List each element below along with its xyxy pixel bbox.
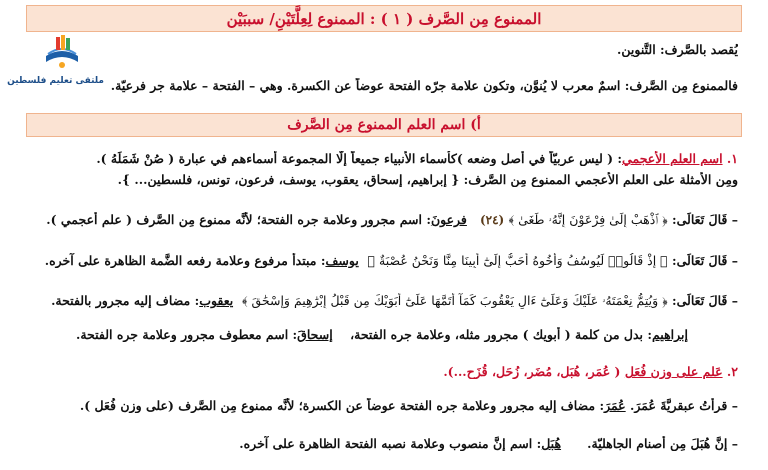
- item1-definition: ١. اسم العلم الأعجمي: ( ليس عربيّاً في أصل وضعه )كأسماء الأنبياء جميعاً إلّا المجموعة أسماءهم في عبارة ( صُنْ شَمَلَهُ ).: [96, 151, 738, 166]
- example-yaqub: – قَالَ تَعَالَى: ﴿ وَيُتِمُّ نِعْمَتَهُۥ عَلَيْكَ وَعَلَىٰٓ ءَالِ يَعْقُوبَ كَمَآ أَتَمَّهَا عَلَىٰٓ أَبَوَيْكَ مِن قَبْلُ إِبْرَٰهِيمَ وَإِسْحَٰقَ ﴾ يعقوب: مضاف إليه مجرور بالفتحة.: [51, 293, 738, 308]
- lesson-title: الممنوع مِن الصَّرف ( ١ ) : الممنوع لِعِلَّتَيْنِ/ سببَيْن: [226, 9, 542, 28]
- quran-verse: ﴿ إِذْ قَالُوا۟ لَيُوسُفُ وَأَخُوهُ أَحَبُّ إِلَىٰٓ أَبِينَا مِنَّا وَنَحْنُ عُصْبَةٌ ﴾: [367, 253, 668, 268]
- analyzed-word: يوسف: [325, 253, 359, 268]
- analyzed-word: عُمَرَ: [604, 398, 626, 413]
- example-umar: – قرأتُ عبقريَّةَ عُمَرَ. عُمَرَ: مضاف إليه مجرور وعلامة جره الفتحة عوضاً عن الكسرة؛ لأنَّه ممنوع مِن الصَّرف (على وزن فُعَل ).: [79, 398, 738, 413]
- section-a-banner: [26, 113, 742, 137]
- ayah-number: (٢٤): [479, 213, 505, 227]
- quran-verse: ﴿ ٱذْهَبْ إِلَىٰ فِرْعَوْنَ إِنَّهُۥ طَغَىٰ ﴾: [508, 212, 668, 227]
- quran-verse: ﴿ وَيُتِمُّ نِعْمَتَهُۥ عَلَيْكَ وَعَلَىٰٓ ءَالِ يَعْقُوبَ كَمَآ أَتَمَّهَا عَلَىٰٓ أَبَوَيْكَ مِن قَبْلُ إِبْرَٰهِيمَ وَإِسْحَٰقَ ﴾: [241, 293, 668, 308]
- analyzed-word: إبراهيم: [651, 327, 688, 342]
- item2-label: عَلم على وزن فُعَل: [624, 364, 723, 379]
- section-a-title: أ) اسم العلم الممنوع مِن الصَّرف: [287, 117, 481, 133]
- lesson-title-banner: [26, 5, 742, 32]
- analyzed-word: يعقوب: [199, 293, 234, 308]
- item1-examples-list: ومِن الأمثلة على العلم الأعجمي الممنوع مِن الصَّرف: { إبراهيم، إسحاق، يعقوب، يوسف، فرعون، تونس، فلسطين... }.: [117, 172, 738, 187]
- item1-label: اسم العلم الأعجمي: [622, 151, 723, 166]
- intro-explanation: فالممنوع مِن الصَّرف: اسمٌ معرب لا يُنوَّن، وتكون علامة جرّه الفتحة عوضاً عن الكسرة. وهي – الفتحة – علامة جر فرعيّة.: [110, 78, 738, 93]
- item2-definition: ٢. عَلم على وزن فُعَل ( عُمَر، هُبَل، مُضَر، زُحَل، قُزَح...).: [443, 364, 738, 379]
- example-yusuf: – قَالَ تَعَالَى: ﴿ إِذْ قَالُوا۟ لَيُوسُفُ وَأَخُوهُ أَحَبُّ إِلَىٰٓ أَبِينَا مِنَّا وَنَحْنُ عُصْبَةٌ ﴾ يوسف: مبتدأ مرفوع وعلامة رفعه الضَّمة الظاهرة على آخره.: [44, 253, 738, 268]
- example-hubal: – إنَّ هُبَلَ مِن أصنام الجاهليّة. هُبَل: اسم إنَّ منصوب وعلامة نصبه الفتحة الظاهرة على آخره.: [239, 436, 738, 451]
- intro-definition: يُقصد بالصَّرف: التَّنوين.: [617, 42, 738, 57]
- analyzed-word: إسحاقَ: [297, 327, 333, 342]
- analyzed-word: هُبَل: [541, 436, 562, 451]
- example-ibrahim-ishaq: إبراهيم: بدل من كلمة ( أبويك ) مجرور مثله، وعلامة جره الفتحة، إسحاقَ: اسم معطوف مجرور وعلامة جره الفتحة.: [76, 327, 688, 342]
- example-firaun: – قَالَ تَعَالَى: ﴿ ٱذْهَبْ إِلَىٰ فِرْعَوْنَ إِنَّهُۥ طَغَىٰ ﴾ (٢٤) فرعونَ: اسم مجرور وعلامة جره الفتحة؛ لأنَّه ممنوع مِن الصَّرف ( علم أعجمي ).: [46, 212, 738, 227]
- analyzed-word: فرعونَ: [430, 212, 467, 227]
- logo-text: ملتقى تعليم فلسطين: [7, 76, 104, 86]
